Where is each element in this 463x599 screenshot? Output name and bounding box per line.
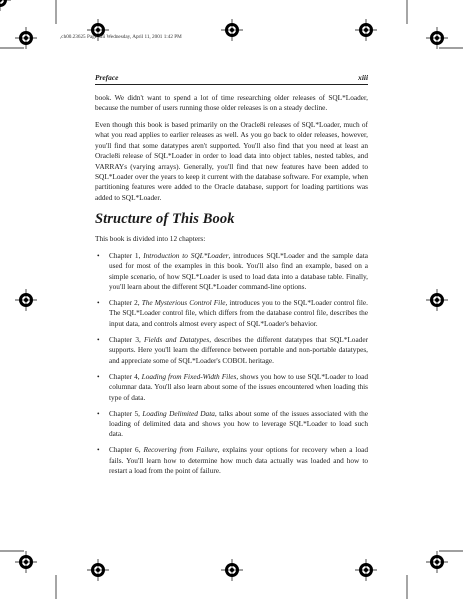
list-item: • Chapter 2, The Mysterious Control File, introduces you to the SQL*Loader control file. The SQL*Loader control file, which differs from the database control file, describes the input data, and controls almost every aspect of SQL*Loader's behavior.	[97, 298, 368, 328]
chapter-title: Recovering from Failure	[143, 445, 218, 455]
print-slug: ,ch00.23625 Page xiii Wednesday, April 11, 2001 1:42 PM	[60, 34, 182, 40]
chapter-title: Loading Delimited Data	[142, 408, 215, 418]
bullet-icon: •	[97, 371, 100, 381]
paragraph-releases: Even though this book is based primarily on the Oracle8i releases of SQL*Loader, much of what you read applies to earlier releases as well. As you go back to older releases, however, you'll find that some datatypes aren't supported. You'll also find that you need at least an Oracle8i release of SQL*Loader in order to load data into object tables, nested tables, and VARRAYs (varying arrays). Generally, you'll find that new features have been added to SQL*Loader over the years to keep it current with the database software. For example, when partitioning features were added to the Oracle database, support for loading partitions was added to SQL*Loader.	[95, 120, 368, 202]
list-item: • Chapter 4, Loading from Fixed-Width Files, shows you how to use SQL*Loader to load columnar data. You'll also learn about some of the issues encountered when loading this type of data.	[97, 371, 368, 402]
chapter-title: Fields and Datatypes	[144, 334, 210, 344]
header-page-number: xiii	[358, 73, 368, 82]
bullet-icon: •	[97, 250, 100, 260]
chapter-title: Loading from Fixed-Width Files	[141, 371, 237, 381]
section-heading: Structure of This Book	[95, 211, 235, 228]
header-rule	[95, 84, 368, 85]
header-section: Preface	[95, 73, 119, 82]
list-item: • Chapter 1, Introduction to SQL*Loader, introduces SQL*Loader and the sample data used for most of the examples in this book. You'll also find an example, based on a simple scenario, of how SQL*Loader is used to load data into a database table. Finally, you'll learn about the different SQL*Loader command-line options.	[97, 250, 368, 292]
bullet-icon: •	[97, 408, 100, 418]
chapter-title: The Mysterious Control File	[141, 298, 226, 308]
section-intro: This book is divided into 12 chapters:	[95, 234, 206, 244]
list-item: • Chapter 6, Recovering from Failure, explains your options for recovery when a load fails. You'll learn how to determine how much data actually was loaded and how to restart a load from the point of failure.	[97, 445, 368, 476]
bullet-icon: •	[97, 298, 100, 308]
bullet-icon: •	[97, 334, 100, 344]
chapter-list	[95, 251, 368, 477]
paragraph-continued: book. We didn't want to spend a lot of time researching older releases of SQL*Loader, because the number of users running those older releases is on a steady decline.	[95, 93, 368, 113]
chapter-title: Introduction to SQL*Loader	[143, 250, 229, 260]
list-item: • Chapter 5, Loading Delimited Data, talks about some of the issues associated with the loading of delimited data and shows you how to leverage SQL*Loader to load such data.	[97, 408, 368, 439]
bullet-icon: •	[97, 445, 100, 455]
page-body	[95, 93, 368, 482]
list-item: • Chapter 3, Fields and Datatypes, describes the different datatypes that SQL*Loader supports. Here you'll learn the difference between portable and non-portable datatypes, and appreciate some of SQL*Loader's COBOL heritage.	[97, 334, 369, 365]
